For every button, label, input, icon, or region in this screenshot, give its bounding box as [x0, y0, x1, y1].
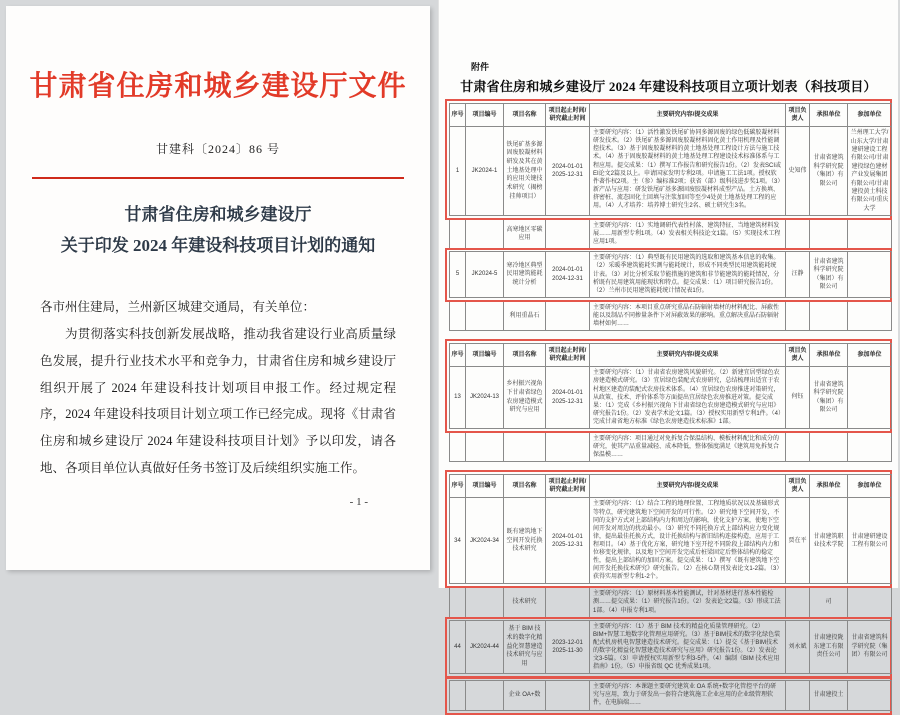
- red-highlight-box: [445, 248, 892, 301]
- cell-project-dates: [546, 498, 590, 584]
- date-line: 2024-01-01: [552, 267, 583, 274]
- date-line: 2024-01-01: [552, 390, 583, 397]
- column-header: 项目名称: [504, 344, 546, 367]
- cell-project-code: [466, 432, 504, 461]
- cell-seq: 13: [450, 367, 466, 429]
- cell-undertaking-unit: [810, 301, 848, 330]
- cell-project-name: 高寒地区零碳应用: [504, 220, 546, 249]
- cell-participating-unit: [848, 588, 892, 617]
- cell-undertaking-unit: 司: [810, 588, 848, 617]
- cell-undertaking-unit: 甘肃建投土: [810, 681, 848, 710]
- cell-project-dates: [546, 588, 590, 617]
- date-line: 2025-12-31: [552, 172, 583, 179]
- cell-project-name: 寒冷地区典型民用建筑能耗统计分析: [504, 252, 546, 297]
- cell-project-name: 乡村振兴视角下甘肃省绿色农房建造模式研究与应用: [504, 367, 546, 429]
- cell-seq: [450, 681, 466, 710]
- column-header: 主要研究内容/提交成果: [590, 475, 786, 498]
- cell-seq: 44: [450, 620, 466, 674]
- cell-project-leader: [786, 681, 810, 710]
- project-table: [449, 620, 892, 675]
- notice-title: [6, 199, 430, 262]
- table-row: [450, 127, 892, 216]
- salutation: 各市州住建局，兰州新区城建交通局，有关单位：: [40, 299, 316, 314]
- cell-seq: 5: [450, 252, 466, 297]
- red-highlight-box: [445, 617, 892, 679]
- cell-research-content: 主要研究内容：（1）实地调研代表性村落、建筑特征、当地建筑材料发展……用新型专利1项。（4）发表相关科技论文1篇。（5）实现技术工程应用1项。: [590, 220, 786, 249]
- notice-document-page: [6, 6, 430, 570]
- cell-project-code: JK2024-5: [466, 252, 504, 297]
- table-row: [450, 252, 892, 297]
- cell-project-code: [466, 681, 504, 710]
- cell-research-content: 主要研究内容：本课题主要研究建筑业 OA 系统+数字化管控平台的研究与应用，致力于研发出一套符合建筑施工企业应用的企业级管理软件，在电脑端……: [590, 681, 786, 710]
- cell-participating-unit: [848, 432, 892, 461]
- column-header: 主要研究内容/提交成果: [590, 104, 786, 127]
- table-row: [450, 220, 892, 249]
- red-highlight-box: [445, 99, 892, 220]
- project-table: [449, 432, 892, 462]
- red-highlight-box: [445, 470, 892, 588]
- cell-research-content: 主要研究内容：（1）原材料基本性能测试，针对基材进行基本性能检测……提交成果：（1）研究报告1份。（2）发表论文2篇。（3）形成工法1部。（4）申报专利1项。: [590, 588, 786, 617]
- table-header-row: [450, 344, 892, 367]
- cell-research-content: 主要研究内容：（1）活性激发铁尾矿协同多源固废的绿色低碳胶凝材料研发技术。（2）铁尾矿基多源固废胶凝材料固化黄土作用机理及性能调控技术。（3）基于固废胶凝材料的黄土地基处理工程设计方法与施工技术。（4）基于固废胶凝材料的黄土地基处理工程建设技术标准体系与工程应用。提交成果：（1）撰写工作报告和研究报告1份。（2）发表SCI或EI论文2篇及以上。申请国家发明专利2项。申请施工工法1项。授权软件著作权2项。主（参）编标准2项；获省（部）级科技进步奖1项。（3）新产品与应用：研发铁尾矿基多源固废胶凝材料成型产品。土方换填、挤密桩、流态固化土回填与注浆加固等至少4处黄土地基处理工程的应用。（4）人才培养：培养博士研究生2名、硕士研究生3名。: [590, 127, 786, 216]
- cell-research-content: 主要研究内容：（1）典型既有民用建筑的选取和建筑基本信息的收集。（2）采暖季建筑能耗实测与能耗统计，形成不同类型民用建筑能耗统计表。（3）对比分析采取节能措施的建筑和非节能建筑的能耗情况，分析既有民用建筑用能现状和特点。提交成果：（1）项目研究报告1份。（2）兰州市民用建筑能耗统计情况表1份。: [590, 252, 786, 297]
- project-table: [449, 343, 892, 429]
- table-title: 甘肃省住房和城乡建设厅 2024 年建设科技项目立项计划表（科技项目）: [460, 79, 877, 94]
- notice-title-line1: 甘肃省住房和城乡建设厅: [124, 205, 312, 224]
- table-row: [450, 620, 892, 674]
- column-header: 项目名称: [504, 104, 546, 127]
- table-area: [449, 99, 888, 715]
- table-segment: [449, 301, 888, 331]
- cell-undertaking-unit: [810, 220, 848, 249]
- notice-title-line2: 关于印发 2024 年建设科技项目计划的通知: [60, 236, 376, 256]
- table-header-row: [450, 475, 892, 498]
- cell-project-code: [466, 301, 504, 330]
- project-table: [449, 219, 892, 249]
- table-row: [450, 432, 892, 461]
- red-divider-rule: [32, 177, 404, 179]
- cell-seq: [450, 588, 466, 617]
- cell-undertaking-unit: [810, 432, 848, 461]
- cell-undertaking-unit: 甘肃省建筑科学研究院（集团）有限公司: [810, 367, 848, 429]
- red-highlight-box: [445, 339, 892, 433]
- cell-project-code: JK2024-13: [466, 367, 504, 429]
- cell-seq: [450, 301, 466, 330]
- letterhead-title: 甘肃省住房和城乡建设厅文件: [29, 71, 407, 102]
- cell-project-dates: [546, 681, 590, 710]
- cell-participating-unit: [848, 301, 892, 330]
- cell-undertaking-unit: 甘肃建投陇东建工有限责任公司: [810, 620, 848, 674]
- red-highlight-box: [445, 677, 892, 714]
- cell-seq: [450, 220, 466, 249]
- project-table: [449, 301, 892, 331]
- cell-project-leader: 刘永斌: [786, 620, 810, 674]
- project-table: [449, 587, 892, 617]
- column-header: 项目编号: [466, 344, 504, 367]
- column-header: 承担单位: [810, 344, 848, 367]
- column-header: 序号: [450, 104, 466, 127]
- column-header: 参加单位: [848, 344, 892, 367]
- cell-project-leader: [786, 432, 810, 461]
- cell-project-code: JK2024-44: [466, 620, 504, 674]
- cell-project-dates: [546, 127, 590, 216]
- cell-project-leader: 汪静: [786, 252, 810, 297]
- column-header: 项目编号: [466, 475, 504, 498]
- project-table: [449, 474, 892, 584]
- page-number: - 1 -: [349, 496, 368, 508]
- date-line: 2024-01-01: [552, 163, 583, 170]
- table-row: [450, 367, 892, 429]
- cell-project-code: JK2024-34: [466, 498, 504, 584]
- cell-seq: 1: [450, 127, 466, 216]
- cell-project-leader: 贾在平: [786, 498, 810, 584]
- cell-project-name: 企业 OA+数: [504, 681, 546, 710]
- cell-participating-unit: 甘肃省建筑科学研究院（集团）有限公司: [848, 620, 892, 674]
- table-segment: [449, 587, 888, 617]
- column-header: 项目起止时间/研究截止时间: [546, 104, 590, 127]
- table-row: [450, 498, 892, 584]
- notice-paragraph: 为贯彻落实科技创新发展战略，推动我省建设行业高质量绿色发展，提升行业技术水平和竞争力，甘肃省住房和城乡建设厅组织开展了 2024 年建设科技计划项目申报工作。经过规定程序，2024 年建设科技项目计划立项工作已经完成。现将《甘肃省住房和城乡建设厅 2024 年建设科技项目计划》予以印发，请各地、各项目单位认真做好任务书签订及后续组织实施工作。: [40, 326, 396, 476]
- column-header: 项目名称: [504, 475, 546, 498]
- column-header: 参加单位: [848, 104, 892, 127]
- cell-participating-unit: 兰州理工大学/山东大学/甘肃建研建设工程有限公司/甘肃建投绿色建材产业发展集团有限公司/甘肃建投黄土科技有限公司/重庆大学: [848, 127, 892, 216]
- cell-undertaking-unit: 甘肃建筑职业技术学院: [810, 498, 848, 584]
- date-line: 2023-12-01: [552, 639, 583, 646]
- notice-body: [40, 294, 396, 482]
- table-row: [450, 681, 892, 710]
- attachment-label: 附件: [471, 62, 490, 72]
- column-header: 序号: [450, 344, 466, 367]
- table-segment: [449, 219, 888, 249]
- cell-project-name: 基于 BIM 技术的数字化精益化智慧建造技术研究与应用: [504, 620, 546, 674]
- cell-project-name: 利用重晶石: [504, 301, 546, 330]
- cell-participating-unit: [848, 220, 892, 249]
- cell-project-leader: 史知伟: [786, 127, 810, 216]
- cell-project-leader: 何钰: [786, 367, 810, 429]
- cell-project-dates: [546, 432, 590, 461]
- cell-project-name: 铁尾矿基多源固废胶凝材料研发及其在黄土地基处理中的应用关键技术研究（揭榜挂帅项目）: [504, 127, 546, 216]
- cell-seq: [450, 432, 466, 461]
- column-header: 主要研究内容/提交成果: [590, 344, 786, 367]
- cell-project-dates: [546, 620, 590, 674]
- table-block: [449, 470, 888, 714]
- cell-project-dates: [546, 252, 590, 297]
- column-header: 承担单位: [810, 104, 848, 127]
- table-block: [449, 99, 888, 331]
- project-table: [449, 251, 892, 297]
- cell-project-dates: [546, 367, 590, 429]
- cell-project-code: [466, 588, 504, 617]
- date-line: 2024-01-01: [552, 533, 583, 540]
- cell-seq: 34: [450, 498, 466, 584]
- cell-participating-unit: [848, 252, 892, 297]
- cell-research-content: 主要研究内容：项目通过对免拆复合保温结构、模板材料配比和成分的研究，使其产品重量减轻、成本降低，整体强度满足《建筑用免拆复合保温模……: [590, 432, 786, 461]
- column-header: 项目起止时间/研究截止时间: [546, 344, 590, 367]
- date-line: 2025-11-30: [552, 647, 583, 654]
- cell-participating-unit: [848, 681, 892, 710]
- cell-project-leader: [786, 220, 810, 249]
- cell-project-code: [466, 220, 504, 249]
- document-number: 甘建科〔2024〕86 号: [155, 142, 280, 156]
- column-header: 项目负责人: [786, 344, 810, 367]
- date-line: 2025-12-31: [552, 541, 583, 548]
- cell-project-leader: [786, 588, 810, 617]
- date-line: 2024-12-31: [552, 275, 583, 282]
- column-header: 项目负责人: [786, 475, 810, 498]
- cell-research-content: 主要研究内容：本项目重点研究重晶石防辐射墙材的材料配比、屏蔽性能以及制品不同掺量条件下对屏蔽效果的影响。重点解决重晶石防辐射墙材如何……: [590, 301, 786, 330]
- cell-research-content: 主要研究内容：（1）甘肃省农房建筑风貌研究。（2）新建宜居型绿色农房建造模式研究。（3）宜居绿色装配式农房研究，总结梳理出适宜于农村地区建造的装配式农房技术体系。（4）宜居绿色农房推进对策研究，从政策、技术、评价体系等方面提出宜居绿色农房推进对策。提交成果：（1）完成《乡村振兴视角下甘肃省绿色农房建造模式研究与应用》研究报告1份。（2）发表学术论文1篇。（3）授权实用新型专利1件。（4）完成甘肃省地方标准《绿色农房建造技术标准》1部。: [590, 367, 786, 429]
- table-row: [450, 588, 892, 617]
- column-header: 项目负责人: [786, 104, 810, 127]
- column-header: 项目起止时间/研究截止时间: [546, 475, 590, 498]
- cell-research-content: 主要研究内容：（1）基于 BIM 技术的精益化质量管理研究。（2）BIM+智慧工地数字化管理应用研究。（3）基于BIM技术的数字化绿色装配式机房机电智慧建造技术研究。提交成果：（1）提交《基于BIM技术的数字化精益化智慧建造技术研究与应用》研究报告1份。（2）发表论文3-5篇。（3）申请授权实用新型专利3-5件。（4）编制《BIM 技术应用指南》1份。（5）申报省级 QC 优秀成果1项。: [590, 620, 786, 674]
- cell-undertaking-unit: 甘肃省建筑科学研究院（集团）有限公司: [810, 252, 848, 297]
- cell-participating-unit: 甘肃建研建设工程有限公司: [848, 498, 892, 584]
- cell-project-name: 技术研究: [504, 588, 546, 617]
- column-header: 项目编号: [466, 104, 504, 127]
- date-line: 2025-12-31: [552, 398, 583, 405]
- cell-project-leader: [786, 301, 810, 330]
- table-header-row: [450, 104, 892, 127]
- attachment-table-page: [438, 0, 900, 707]
- column-header: 承担单位: [810, 475, 848, 498]
- cell-project-code: JK2024-1: [466, 127, 504, 216]
- table-segment: [449, 432, 888, 462]
- column-header: 序号: [450, 475, 466, 498]
- cell-project-name: [504, 432, 546, 461]
- column-header: 参加单位: [848, 475, 892, 498]
- cell-project-name: 既有建筑地下空间开发托换技术研究: [504, 498, 546, 584]
- cell-participating-unit: [848, 367, 892, 429]
- project-table: [449, 680, 892, 710]
- cell-project-dates: [546, 301, 590, 330]
- project-table: [449, 103, 892, 216]
- table-row: [450, 301, 892, 330]
- cell-project-dates: [546, 220, 590, 249]
- cell-undertaking-unit: 甘肃省建筑科学研究院（集团）有限公司: [810, 127, 848, 216]
- cell-research-content: 主要研究内容：（1）结合工程的地理位置、工程地质状况以及基础形式等特点，研究建筑地下空间开发的可行性。（2）研究地下空间开发，不同的支护方式对上部结构内力和周边的影响，优化支护方案，使地下空间开发对周边的扰动最小。（3）研究不同托换方式上部结构应力变化规律，提出最佳托换方式，设计托换结构与新旧结构连接构造，应用于工程项目。（4）基于优化方案，研究地下室开挖不同阶段上部结构内力和位移变化规律，以及地下空间开发完成后桩梁固定后整体结构的稳定性，提出上部结构的加固方案。提交成果：（1）撰写《既有建筑地下空间开发托换技术研究》研究报告。（2）在核心期刊发表论文1-2篇。（3）获得实用新型专利1-2个。: [590, 498, 786, 584]
- table-block: [449, 339, 888, 462]
